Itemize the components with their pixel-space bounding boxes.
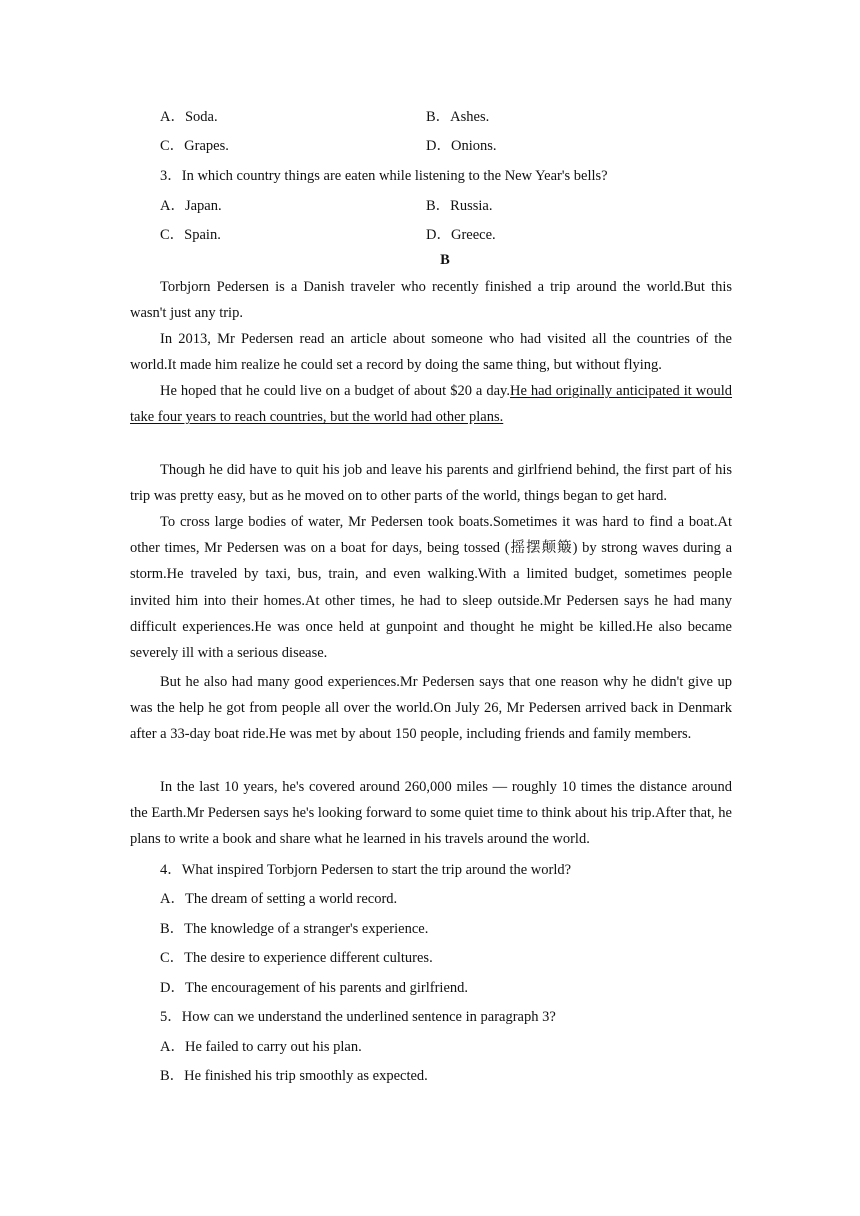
question-5: 5．How can we understand the underlined sentence in paragraph 3? <box>160 1009 556 1025</box>
q3-option-d: D．Greece. <box>426 227 496 243</box>
q2-option-c: C．Grapes. <box>160 138 229 154</box>
q5-option-a: A．He failed to carry out his plan. <box>160 1039 362 1055</box>
section-heading: B <box>440 252 450 268</box>
q4-option-d: D．The encouragement of his parents and girlfriend. <box>160 980 469 996</box>
q3-option-b: B．Russia. <box>426 198 493 214</box>
paragraph-3-start: He hoped that he could live on a budget of about $20 a day. <box>160 383 510 399</box>
q2-option-d: D．Onions. <box>426 138 497 154</box>
question-3: 3．In which country things are eaten while listening to the New Year's bells? <box>160 168 608 184</box>
q2-options-row-1 <box>160 105 740 129</box>
q5-option-b: B．He finished his trip smoothly as expected. <box>160 1068 428 1084</box>
q4-option-b: B．The knowledge of a stranger's experience. <box>160 921 429 937</box>
passage-paragraph-6: But he also had many good experiences.Mr Pedersen says that one reason why he didn't give up was the help he got from people all over the world.On July 26, Mr Pedersen arrived back in Denmark after a 33-day boat ride.He was met by about 150 people, including friends and family members. <box>130 674 732 743</box>
q2-option-a: A．Soda. <box>160 109 218 125</box>
passage-paragraph-1: Torbjorn Pedersen is a Danish traveler who recently finished a trip around the world.But this wasn't just any trip. <box>130 279 732 322</box>
passage-paragraph-2: In 2013, Mr Pedersen read an article about someone who had visited all the countries of the world.It made him realize he could set a record by doing the same thing, but without flying. <box>130 331 732 374</box>
passage-paragraph-4: Though he did have to quit his job and leave his parents and girlfriend behind, the first part of his trip was pretty easy, but as he moved on to other parts of the world, things began to get hard. <box>130 462 732 505</box>
question-4: 4．What inspired Torbjorn Pedersen to start the trip around the world? <box>160 862 572 878</box>
passage-paragraph-3 <box>130 378 732 430</box>
underlined-sentence: He had originally anticipated it would take four years to reach countries, but the world had other plans. <box>130 383 733 426</box>
q2-option-b: B．Ashes. <box>426 109 490 125</box>
passage-paragraph-7: In the last 10 years, he's covered around 260,000 miles — roughly 10 times the distance around the Earth.Mr Pedersen says he's looking forward to some quiet time to think about his trip.After that, he plans to write a book and share what he learned in his travels around the world. <box>130 779 732 848</box>
q4-option-a: A．The dream of setting a world record. <box>160 891 398 907</box>
q4-option-c: C．The desire to experience different cultures. <box>160 950 433 966</box>
q3-option-c: C．Spain. <box>160 227 221 243</box>
q3-options-row-2 <box>160 223 740 247</box>
q2-options-row-2 <box>160 134 740 158</box>
passage-paragraph-5: To cross large bodies of water, Mr Pedersen took boats.Sometimes it was hard to find a boat.At other times, Mr Pedersen was on a boat for days, being tossed (摇摆颠簸) by strong waves during a storm.He traveled by taxi, bus, train, and even walking.With a limited budget, sometimes people invited him into their homes.At other times, he had to sleep outside.Mr Pedersen says he had many difficult experiences.He was once held at gunpoint and thought he might be killed.He also became severely ill with a serious disease. <box>130 514 732 662</box>
q3-options-row-1 <box>160 194 740 218</box>
q3-option-a: A．Japan. <box>160 198 222 214</box>
